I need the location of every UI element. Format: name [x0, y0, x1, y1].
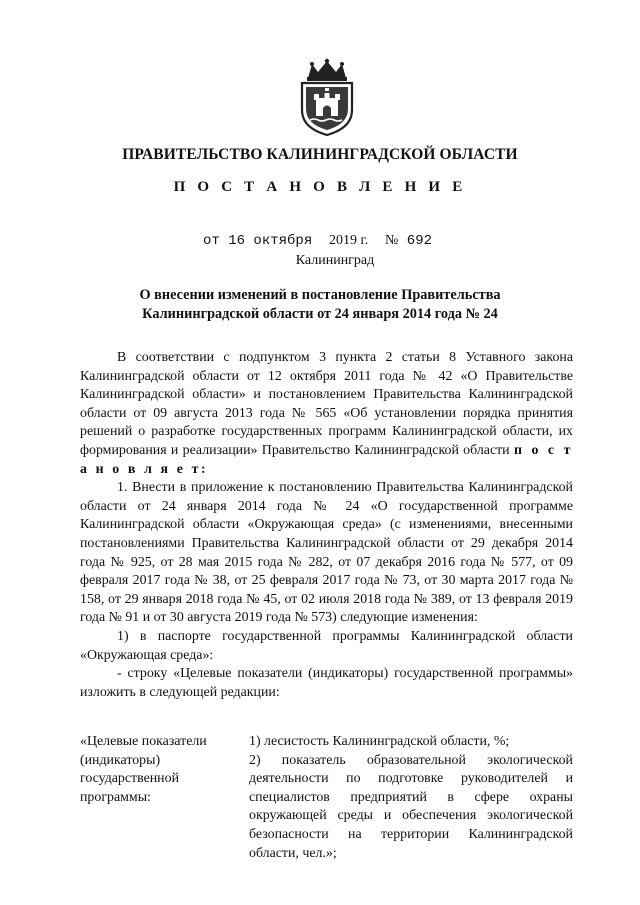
paragraph-item-1: 1. Внести в приложение к постановлению Правительства Калининградской области от 24 января 2014 года № 24 «О государственной программе Калининградской области «Окружающая среда» (с изменениями, внесенными постановлениями Правительства Калининградской области от 29 декабря 2014 года № 925, от 28 мая 2015 года № 282, от 07 декабря 2016 года № 577, от 09 февраля 2017 года № 38, от 25 февраля 2017 года № 73, от 30 марта 2017 года № 158, от 29 января 2018 года № 45, от 02 июля 2018 года № 389, от 13 февраля 2019 года № 91 и от 30 августа 2019 года № 573) следующие изменения: — [80, 480, 573, 626]
paragraph-row-instruction: - строку «Целевые показатели (индикаторы) государственной программы» изложить в следующей редакции: — [80, 666, 573, 700]
subject-line-2: Калининградской области от 24 января 2014 года № 24 — [142, 306, 498, 322]
table-label: «Целевые показатели (индикаторы) государственной программы: — [80, 734, 207, 805]
document-subject — [80, 286, 560, 324]
paragraph-preamble — [80, 349, 573, 479]
date-year: 2019 г. — [329, 233, 369, 248]
document-number: 692 — [406, 233, 433, 249]
table-values — [249, 733, 573, 863]
city: Калининград — [295, 253, 375, 268]
subject-line-1: О внесении изменений в постановление Правительства — [139, 287, 501, 303]
date-number-line — [203, 233, 432, 249]
indicator-1: 1) лесистость Калининградской области, %; — [249, 734, 510, 749]
number-label: № — [385, 233, 399, 248]
government-name: ПРАВИТЕЛЬСТВО КАЛИНИНГРАДСКОЙ ОБЛАСТИ — [122, 146, 518, 163]
paragraph-subitem-1: 1) в паспорте государственной программы Калининградской области «Окружающая среда»: — [80, 628, 573, 663]
date-day-month: 16 октября — [228, 233, 313, 249]
coat-of-arms-icon — [296, 58, 358, 136]
resolves-word: п о с т а н о в л я е т: — [80, 442, 574, 477]
document-body — [80, 349, 573, 702]
date-prefix: от — [203, 233, 220, 249]
indicator-2: 2) показатель образовательной экологической деятельности по подготовке руководителей и специалистов предприятий в сфере охраны окружающей среды и обеспечения экологической безопасности на территории Калининградской области, чел.»; — [249, 752, 573, 861]
document-type: П О С Т А Н О В Л Е Н И Е — [173, 179, 467, 195]
preamble-text: В соответствии с подпунктом 3 пункта 2 статьи 8 Уставного закона Калининградской области от 12 октября 2011 года № 42 «О Правительстве Калининградской области» и постановлением Правительства Калининградской области от 09 августа 2013 года № 565 «Об установлении порядка принятия решений о разработке государственных программ Калининградской области, их формирования и реализации» Правительство Калининградской области — [80, 350, 573, 458]
